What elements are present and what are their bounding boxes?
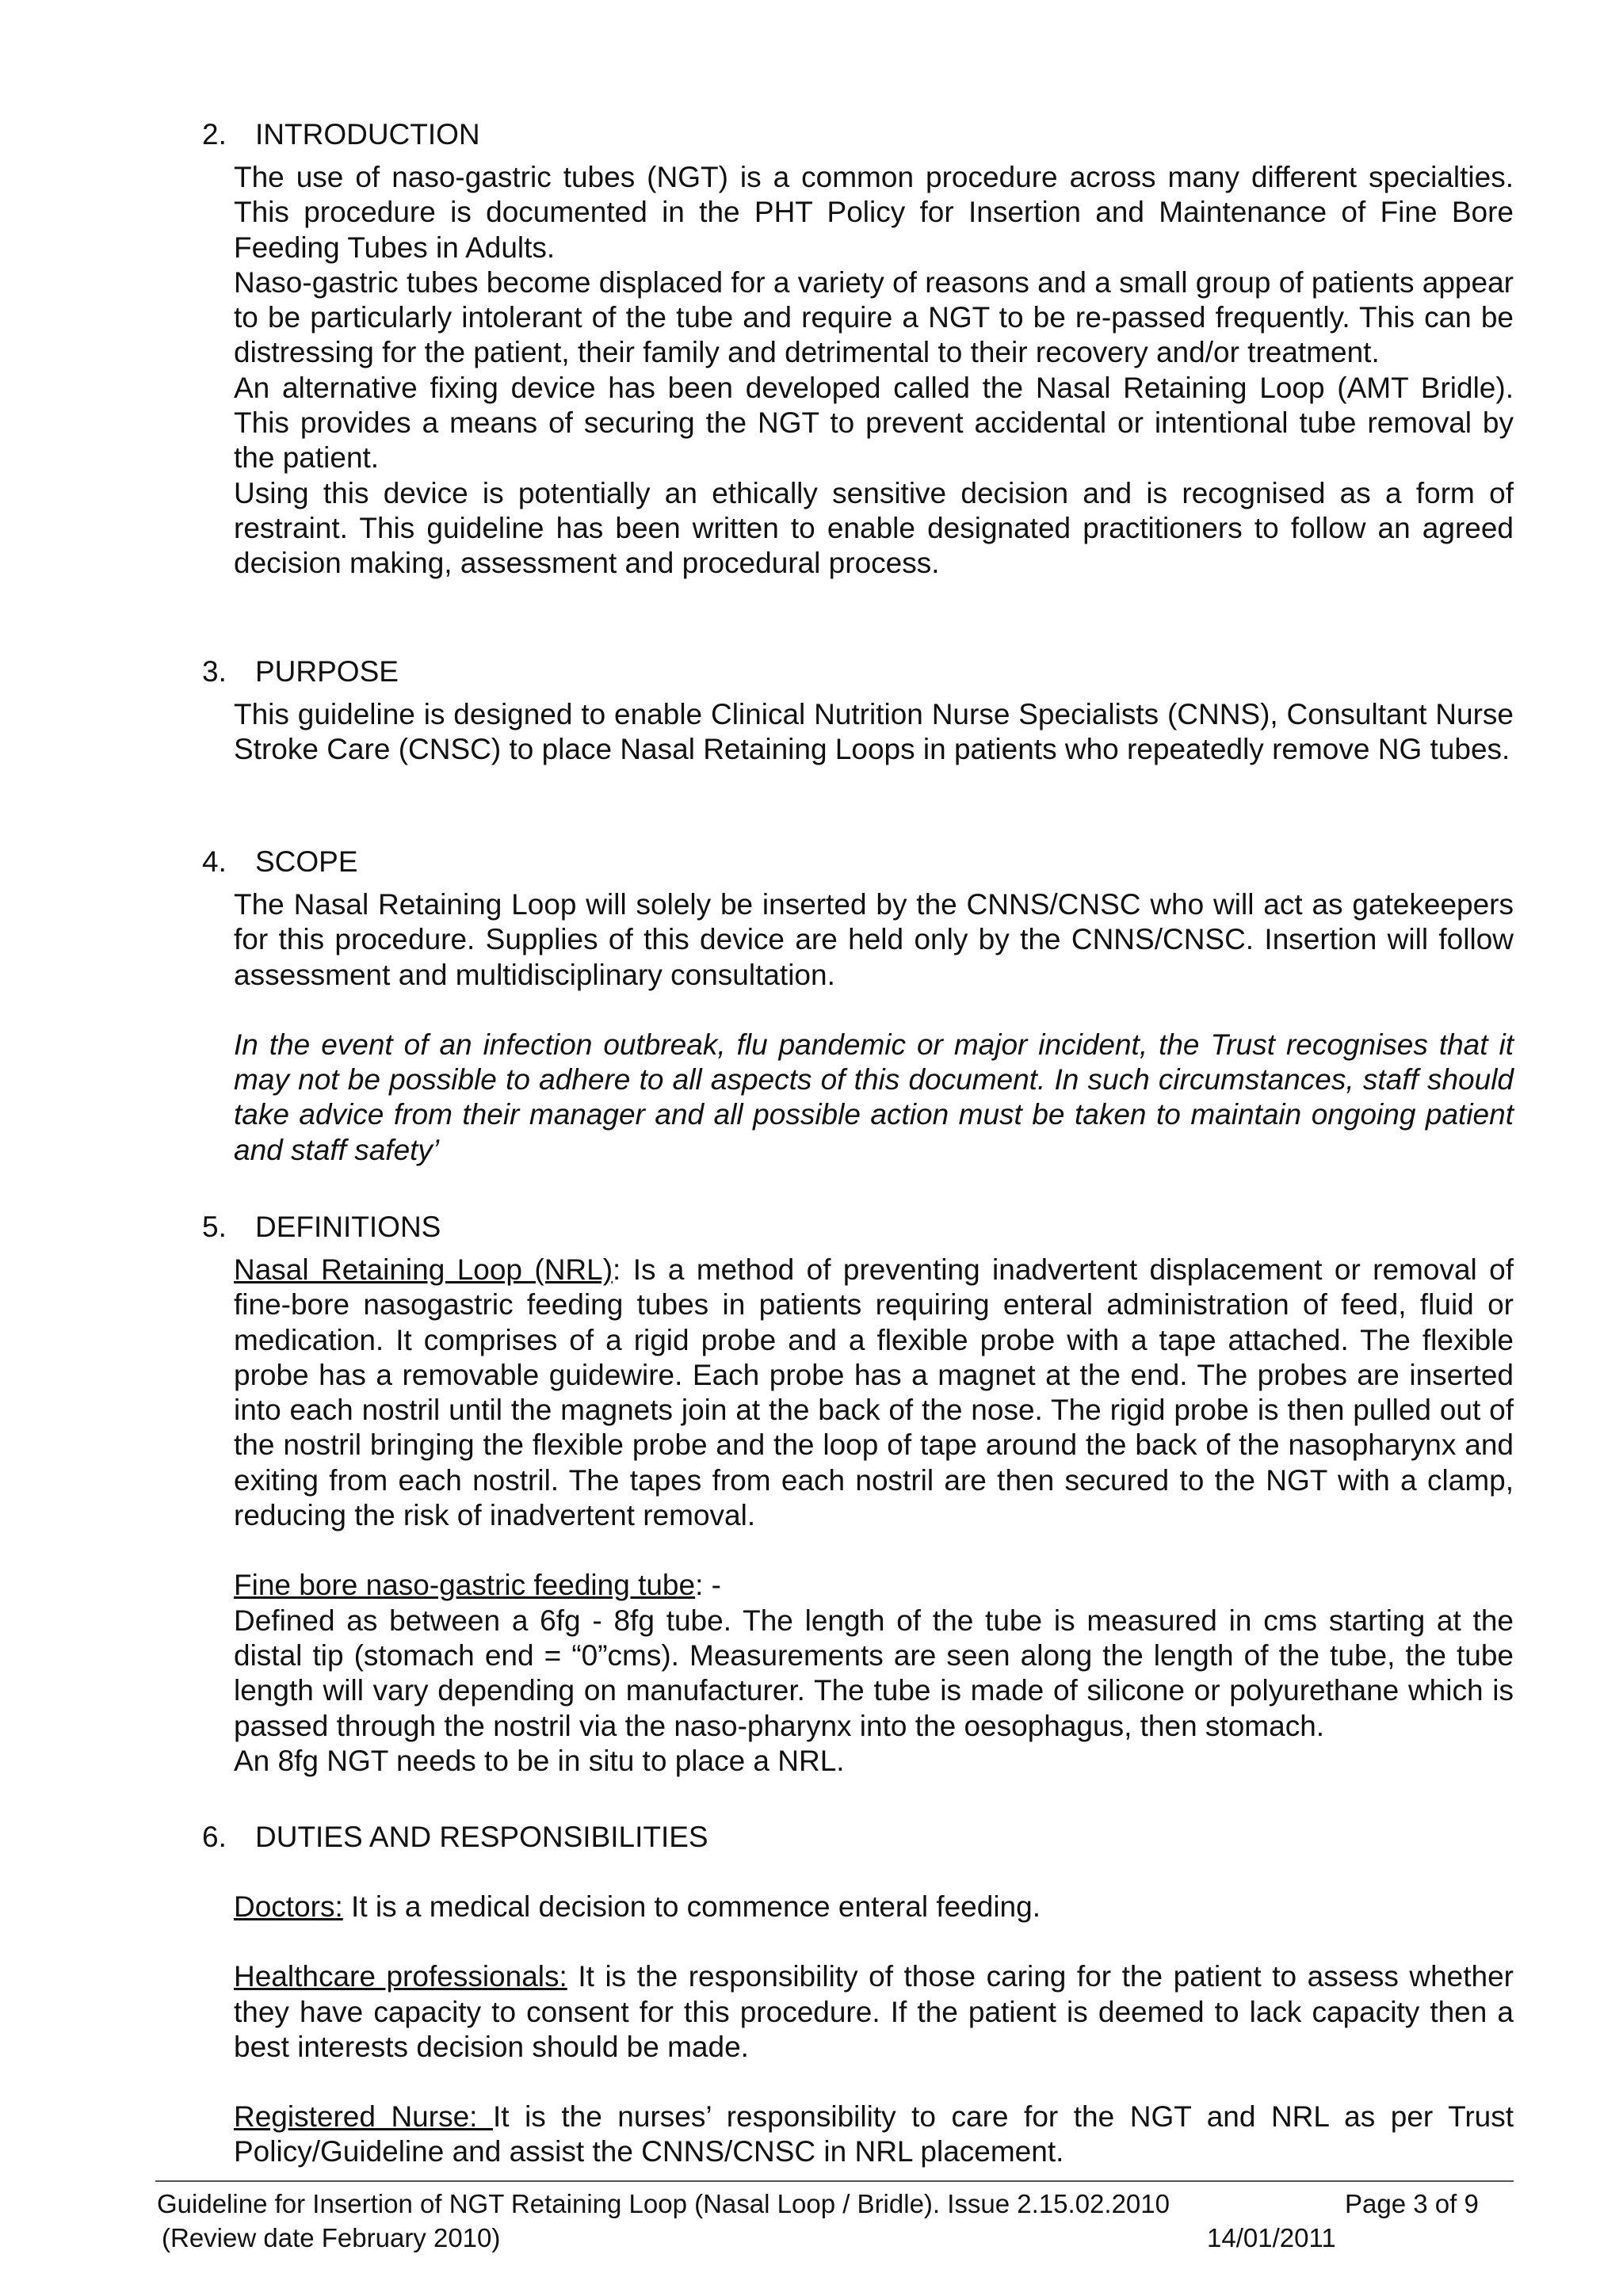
- duty-term: Registered Nurse:: [234, 2100, 493, 2134]
- section-title: DUTIES AND RESPONSIBILITIES: [255, 1821, 708, 1853]
- section-heading: [202, 1210, 1514, 1245]
- section-number: 5.: [202, 1211, 227, 1243]
- definition-term: Fine bore naso-gastric feeding tube: [234, 1569, 696, 1602]
- section-duties: [202, 1820, 1514, 2170]
- section-purpose: [202, 654, 1514, 768]
- paragraph: This guideline is designed to enable Clinical Nutrition Nurse Specialists (CNNS), Consultant Nurse Stroke Care (CNSC) to place Nasal Retaining Loops in patients who repeatedly remove NG tubes.: [234, 698, 1514, 766]
- section-title: SCOPE: [255, 845, 358, 878]
- footer-date: 14/01/2011: [1207, 2223, 1336, 2252]
- section-title: DEFINITIONS: [255, 1211, 441, 1243]
- section-number: 6.: [202, 1821, 227, 1853]
- duty-text: It is the nurses’ responsibility to care for the NGT and NRL as per Trust Policy/Guideline and assist the CNNS/CNSC in NRL placement.: [234, 2100, 1514, 2168]
- paragraph: Naso-gastric tubes become displaced for a variety of reasons and a small group of patients appear to be particularly intolerant of the tube and require a NGT to be re-passed frequently. This can be distressing for the patient, their family and detrimental to their recovery and/or treatment.: [234, 265, 1514, 369]
- definition-suffix: : -: [695, 1569, 721, 1602]
- definition-term: Nasal Retaining Loop (NRL): [234, 1253, 613, 1286]
- duty-doctors: [234, 1890, 1514, 1924]
- section-heading: [202, 654, 1514, 689]
- footer-review-date: (Review date February 2010): [162, 2223, 501, 2252]
- footer-divider: [155, 2180, 1514, 2182]
- section-body: [234, 887, 1514, 1168]
- section-definitions: [202, 1210, 1514, 1779]
- section-heading: [202, 1820, 1514, 1855]
- definition-nrl: [234, 1253, 1514, 1533]
- italic-note: In the event of an infection outbreak, flu pandemic or major incident, the Trust recognises that it may not be possible to adhere to all aspects of this document. In such circumstances, staff should take advice from their manager and all possible action must be taken to maintain ongoing patient and staff safety’: [234, 1028, 1514, 1166]
- section-heading: [202, 117, 1514, 152]
- paragraph: The use of naso-gastric tubes (NGT) is a common procedure across many different specialties. This procedure is documented in the PHT Policy for Insertion and Maintenance of Fine Bore Feeding Tubes in Adults.: [234, 161, 1514, 264]
- definition-fine-bore-term: [234, 1568, 1514, 1603]
- paragraph: Using this device is potentially an ethically sensitive decision and is recognised as a form of restraint. This guideline has been written to enable designated practitioners to follow an agreed decision making, assessment and procedural process.: [234, 476, 1514, 580]
- duty-text: It is a medical decision to commence enteral feeding.: [342, 1890, 1041, 1923]
- section-introduction: [202, 117, 1514, 582]
- duty-registered-nurse: [234, 2100, 1514, 2170]
- definition-text: Defined as between a 6fg - 8fg tube. The length of the tube is measured in cms starting at the distal tip (stomach end = “0”cms). Measurements are seen along the length of the tube, the tube length will vary depending on manufacturer. The tube is made of silicone or polyurethane which is passed through the nostril via the naso-pharynx into the oesophagus, then stomach.: [234, 1604, 1514, 1742]
- definition-text: : Is a method of preventing inadvertent displacement or removal of fine-bore nasogastric feeding tubes in patients requiring enteral administration of feed, fluid or medication. It comprises of a rigid probe and a flexible probe with a tape attached. The flexible probe has a removable guidewire. Each probe has a magnet at the end. The probes are inserted into each nostril until the magnets join at the back of the nose. The rigid probe is then pulled out of the nostril bringing the flexible probe and the loop of tape around the back of the nasopharynx and exiting from each nostril. The tapes from each nostril are then secured to the NGT with a clamp, reducing the risk of inadvertent removal.: [234, 1253, 1514, 1532]
- section-body: [234, 1890, 1514, 2170]
- duty-term: Healthcare professionals:: [234, 1960, 567, 1993]
- paragraph: The Nasal Retaining Loop will solely be inserted by the CNNS/CNSC who will act as gatekeepers for this procedure. Supplies of this device are held only by the CNNS/CNSC. Insertion will follow assessment and multidisciplinary consultation.: [234, 888, 1514, 991]
- section-body: [234, 160, 1514, 582]
- section-scope: [202, 845, 1514, 1168]
- definition-text: An 8fg NGT needs to be in situ to place a NRL.: [234, 1744, 845, 1777]
- duty-text: It is the responsibility of those caring for the patient to assess whether they have capacity to consent for this procedure. If the patient is deemed to lack capacity then a best interests decision should be made.: [234, 1960, 1514, 2063]
- footer-title: Guideline for Insertion of NGT Retaining Loop (Nasal Loop / Bridle). Issue 2.15.02.2010: [157, 2189, 1170, 2218]
- section-number: 2.: [202, 118, 227, 151]
- section-number: 3.: [202, 655, 227, 688]
- duty-term: Doctors:: [234, 1890, 343, 1923]
- section-body: [234, 1253, 1514, 1779]
- section-number: 4.: [202, 845, 227, 878]
- section-title: PURPOSE: [255, 655, 399, 688]
- section-title: INTRODUCTION: [255, 118, 480, 151]
- duty-healthcare-professionals: [234, 1959, 1514, 2065]
- section-heading: [202, 845, 1514, 879]
- footer-page-number: Page 3 of 9: [1345, 2189, 1479, 2218]
- section-body: [234, 697, 1514, 768]
- paragraph: An alternative fixing device has been developed called the Nasal Retaining Loop (AMT Bridle). This provides a means of securing the NGT to prevent accidental or intentional tube removal by the patient.: [234, 371, 1514, 475]
